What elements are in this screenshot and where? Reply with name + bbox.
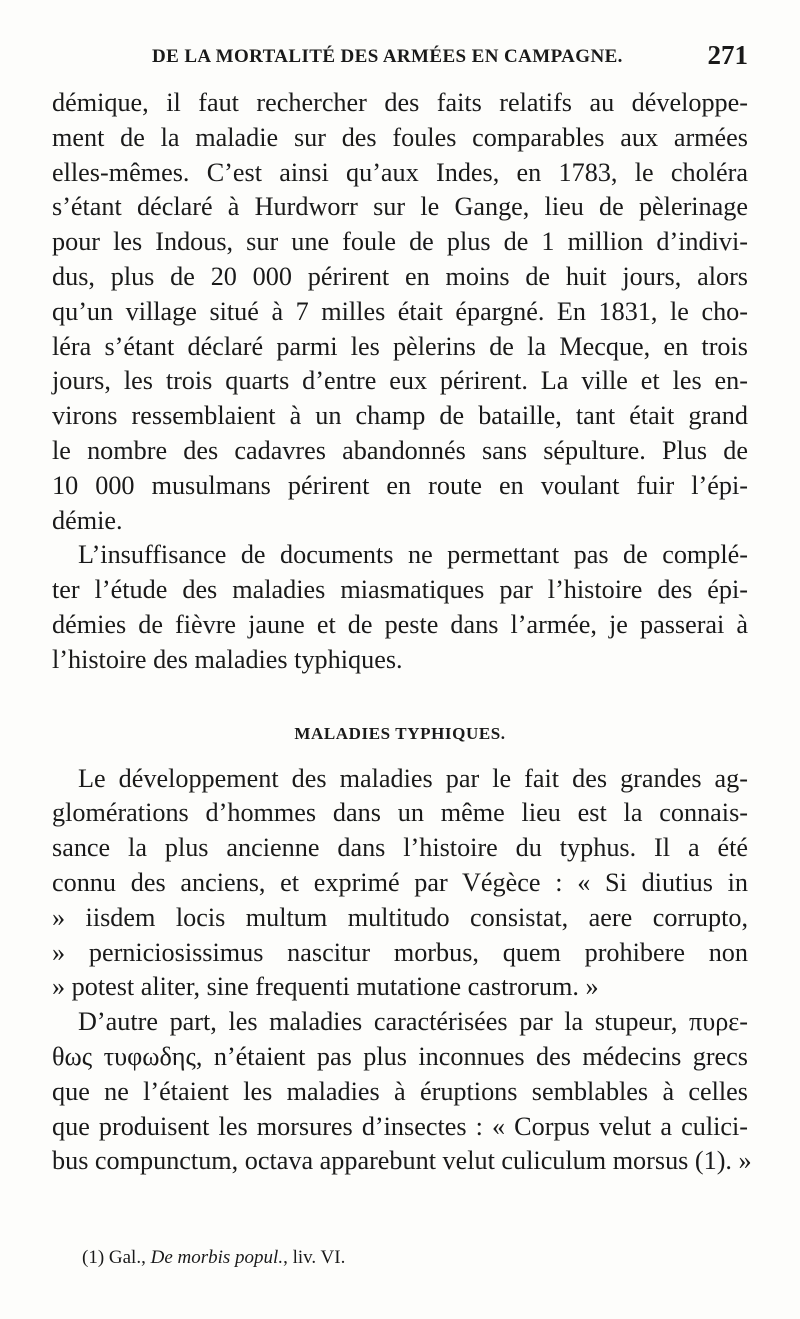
text-line: jours, les trois quarts d’entre eux périrent. La ville et les en- [52, 366, 748, 396]
footnote-marker: (1) Gal., [82, 1247, 146, 1268]
paragraph-typhus-history [52, 762, 748, 1006]
text-line: » potest aliter, sine frequenti mutatione castrorum. » [52, 972, 599, 1002]
text-line: que ne l’étaient les maladies à éruptions semblables à celles [52, 1076, 748, 1106]
footnote-title: De morbis popul. [150, 1247, 284, 1268]
text-line: qu’un village situé à 7 milles était épargné. En 1831, le cho- [52, 296, 748, 326]
text-line: glomérations d’hommes dans un même lieu est la connais- [52, 798, 748, 828]
text-line: sance la plus ancienne dans l’histoire du typhus. Il a été [52, 833, 748, 863]
text-line: connu des anciens, et exprimé par Végèce : « Si diutius in [52, 867, 748, 897]
text-line: s’étant déclaré à Hurdworr sur le Gange, lieu de pèlerinage [52, 192, 748, 222]
text-line: démie. [52, 505, 123, 535]
text-line: l’histoire des maladies typhiques. [52, 644, 403, 674]
text-line: 10 000 musulmans périrent en route en voulant fuir l’épi- [52, 470, 748, 500]
page-number: 271 [707, 40, 748, 70]
text-line: » perniciosissimus nascitur morbus, quem prohibere non [52, 937, 748, 967]
text-line: elles-mêmes. C’est ainsi qu’aux Indes, en 1783, le choléra [52, 157, 748, 187]
paragraph-cholera [52, 86, 748, 538]
text-line: D’autre part, les maladies caractérisées par la stupeur, πυρε- [78, 1007, 748, 1037]
text-line: θως τυφωδης, n’étaient pas plus inconnues des médecins grecs [52, 1041, 748, 1071]
paragraph-insufficiency [52, 538, 748, 677]
text-line: bus compunctum, octava apparebunt velut culiculum morsus (1). » [52, 1146, 752, 1176]
text-line: ment de la maladie sur des foules comparables aux armées [52, 122, 748, 152]
text-line: » iisdem locis multum multitudo consistat, aere corrupto, [52, 902, 748, 932]
text-line: virons ressemblaient à un champ de bataille, tant était grand [52, 401, 748, 431]
text-line: que produisent les morsures d’insectes : « Corpus velut a culici- [52, 1111, 748, 1141]
paragraph-stupor [52, 1005, 752, 1179]
footnote [82, 1247, 345, 1269]
text-line: dus, plus de 20 000 périrent en moins de huit jours, alors [52, 261, 748, 291]
running-title: DE LA MORTALITÉ DES ARMÉES EN CAMPAGNE. [152, 46, 623, 67]
text-line: le nombre des cadavres abandonnés sans sépulture. Plus de [52, 435, 748, 465]
text-line: démies de fièvre jaune et de peste dans l’armée, je passerai à [52, 609, 748, 639]
footnote-rest: , liv. VI. [283, 1247, 346, 1268]
text-line: ter l’étude des maladies miasmatiques par l’histoire des épi- [52, 575, 748, 605]
text-line: pour les Indous, sur une foule de plus de 1 million d’indivi- [52, 227, 748, 257]
text-line: Le développement des maladies par le fait des grandes ag- [78, 763, 748, 793]
text-line: L’insuffisance de documents ne permettant pas de complé- [78, 540, 748, 570]
section-heading: MALADIES TYPHIQUES. [294, 723, 506, 743]
running-head [52, 38, 748, 86]
text-line: démique, il faut rechercher des faits relatifs au développe- [52, 88, 748, 117]
text-line: léra s’étant déclaré parmi les pèlerins de la Mecque, en trois [52, 331, 748, 361]
